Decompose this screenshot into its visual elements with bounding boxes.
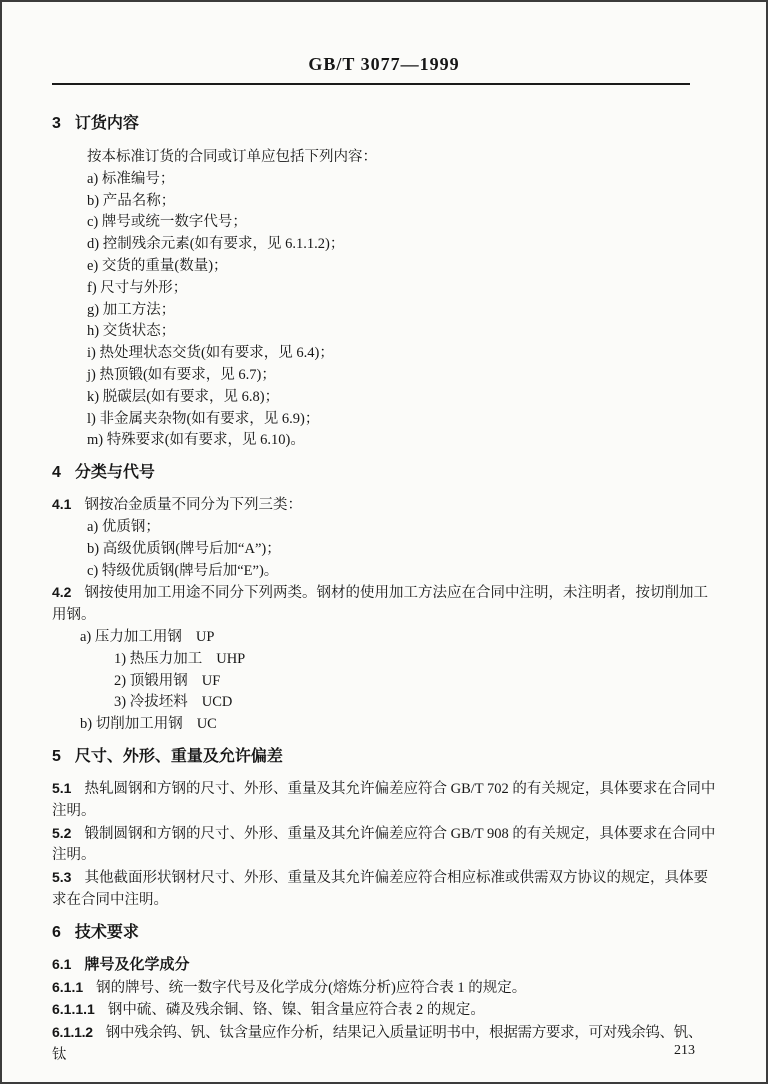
list-item: j) 热顶锻(如有要求，见 6.7)； <box>87 366 276 383</box>
list-item: k) 脱碳层(如有要求，见 6.8)； <box>87 388 280 405</box>
section-5-heading <box>52 746 716 768</box>
clause-text: 其他截面形状钢材尺寸、外形、重量及其允许偏差应符合相应标准或供需双方协议的规定，具体要求在合同中注明。 <box>52 870 708 908</box>
header-divider <box>52 83 690 85</box>
clause-text: 钢中残余钨、钒、钛含量应作分析，结果记入质量证明书中，根据需方要求，可对残余钨、钒、钛 <box>52 1025 703 1063</box>
steel-code: UP <box>195 628 215 645</box>
clause-number: 5.3 <box>52 869 72 886</box>
clause-6-1-1-1 <box>52 999 716 1022</box>
clause-4-2 <box>52 582 716 627</box>
list-item: f) 尺寸与外形； <box>87 279 188 296</box>
list-item-label: 1) 热压力加工 <box>114 650 203 667</box>
clause-title: 牌号及化学成分 <box>84 955 190 973</box>
list-item: b) 产品名称； <box>87 192 176 209</box>
section-title: 尺寸、外形、重量及允许偏差 <box>74 747 283 765</box>
section-title: 分类与代号 <box>74 464 155 482</box>
section-number: 6 <box>52 923 61 941</box>
list-item: c) 牌号或统一数字代号； <box>87 214 247 231</box>
list-item-pressure-working-steel <box>52 627 716 649</box>
section-3-heading <box>52 113 716 135</box>
section-number: 4 <box>52 464 61 482</box>
clause-5-1 <box>52 778 716 823</box>
list-item-hot-pressure-working <box>52 649 716 671</box>
list-item-label: 3) 冷拔坯料 <box>114 694 188 711</box>
list-item-label: 2) 顶锻用钢 <box>114 672 188 689</box>
list-item-label: a) 压力加工用钢 <box>80 628 182 645</box>
list-item-cold-drawing-billet <box>52 692 716 714</box>
clause-text: 钢按冶金质量不同分为下列三类： <box>84 497 302 514</box>
clause-5-2 <box>52 823 716 868</box>
steel-code: UCD <box>201 694 233 711</box>
clause-number: 6.1 <box>52 955 72 972</box>
section-title: 订货内容 <box>74 115 139 132</box>
list-item: b) 高级优质钢(牌号后加“A”)； <box>87 540 281 557</box>
clause-number: 6.1.1.1 <box>52 1001 95 1018</box>
list-item: i) 热处理状态交货(如有要求，见 6.4)； <box>87 345 334 362</box>
clause-6-1-1-2 <box>52 1022 716 1067</box>
standard-number-header: GB/T 3077—1999 <box>308 54 460 74</box>
steel-code: UF <box>201 672 221 689</box>
list-item: h) 交货状态； <box>87 323 176 340</box>
steel-code: UHP <box>216 650 246 667</box>
clause-number: 5.1 <box>52 779 72 796</box>
clause-text: 锻制圆钢和方钢的尺寸、外形、重量及其允许偏差应符合 GB/T 908 的有关规定，具体要求在合同中注明。 <box>52 825 716 864</box>
section-3-intro: 按本标准订货的合同或订单应包括下列内容： <box>87 149 377 165</box>
page-number: 213 <box>674 1043 695 1058</box>
clause-number: 4.1 <box>52 496 72 513</box>
section-6-heading <box>52 922 716 944</box>
list-item: g) 加工方法； <box>87 301 176 318</box>
section-4-heading <box>52 462 716 484</box>
clause-number: 5.2 <box>52 824 72 841</box>
clause-5-3 <box>52 867 716 912</box>
clause-text: 钢中硫、磷及残余铜、铬、镍、钼含量应符合表 2 的规定。 <box>107 1002 485 1019</box>
list-item: c) 特级优质钢(牌号后加“E”)。 <box>87 562 279 579</box>
document-content <box>2 113 766 1067</box>
clause-6-1-1 <box>52 977 716 1000</box>
clause-number: 6.1.1.2 <box>52 1024 93 1041</box>
list-item: l) 非金属夹杂物(如有要求，见 6.9)； <box>87 410 320 427</box>
section-number: 5 <box>52 747 61 765</box>
list-item: e) 交货的重量(数量)； <box>87 257 228 274</box>
list-item-label: b) 切削加工用钢 <box>80 716 183 733</box>
section-number: 3 <box>52 115 61 132</box>
section-title: 技术要求 <box>74 923 139 941</box>
clause-6-1 <box>52 954 716 977</box>
clause-number: 6.1.1 <box>52 978 84 995</box>
list-item: m) 特殊要求(如有要求，见 6.10)。 <box>87 432 305 449</box>
steel-code: UC <box>196 716 217 733</box>
clause-text: 钢按使用加工用途不同分下列两类。钢材的使用加工方法应在合同中注明，未注明者，按切削加工用钢。 <box>52 585 708 624</box>
clause-text: 钢的牌号、统一数字代号及化学成分(熔炼分析)应符合表 1 的规定。 <box>96 979 527 996</box>
clause-number: 4.2 <box>52 584 72 601</box>
list-item-upsetting-steel <box>52 671 716 693</box>
list-item: d) 控制残余元素(如有要求，见 6.1.1.2)； <box>87 236 345 253</box>
clause-4-1 <box>52 494 716 517</box>
list-item-cutting-steel <box>52 714 716 736</box>
clause-text: 热轧圆钢和方钢的尺寸、外形、重量及其允许偏差应符合 GB/T 702 的有关规定，具体要求在合同中注明。 <box>52 780 716 819</box>
list-item: a) 优质钢； <box>87 518 160 535</box>
list-item: a) 标准编号； <box>87 170 175 187</box>
